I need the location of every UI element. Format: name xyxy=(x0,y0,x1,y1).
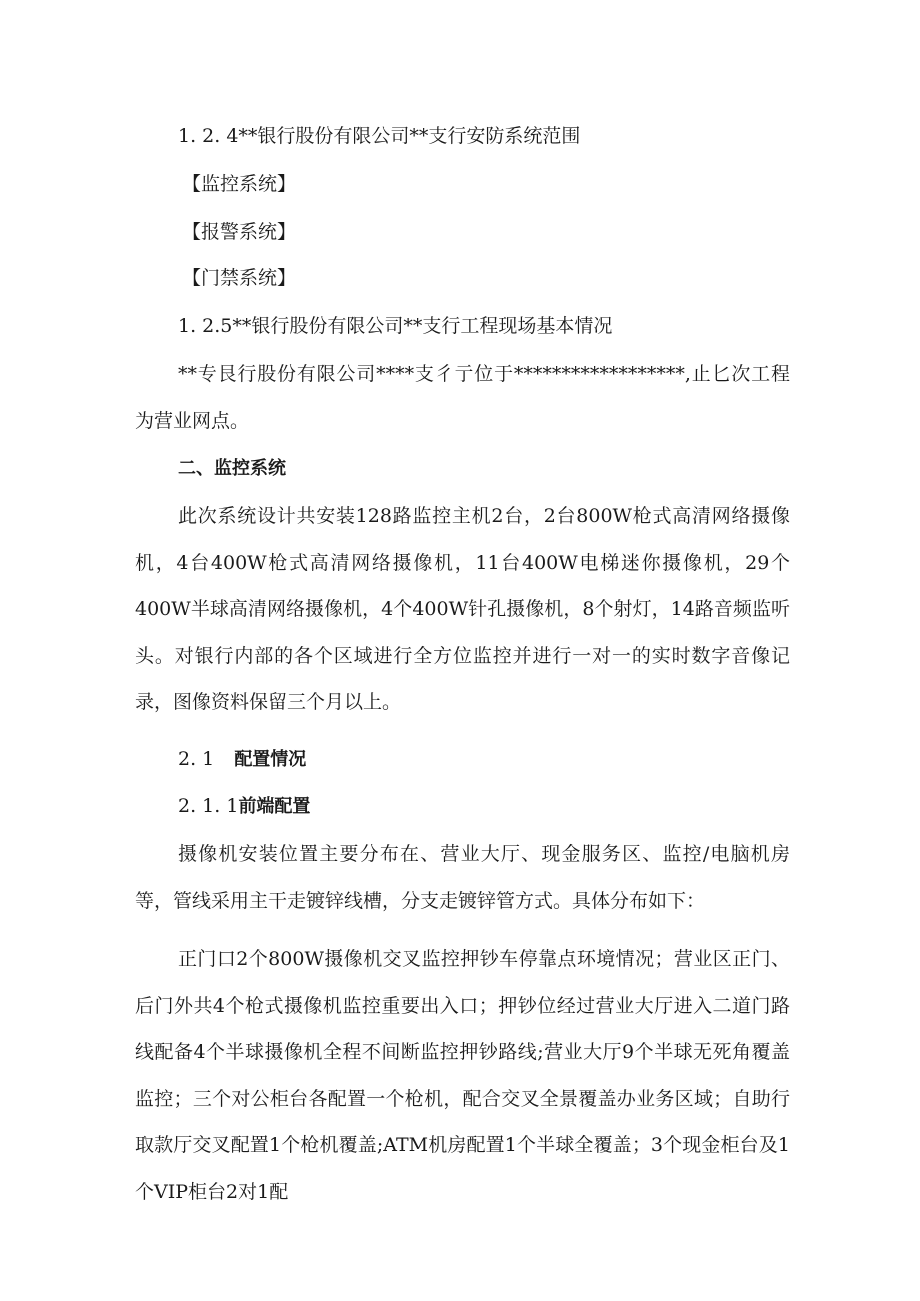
heading-1-2-5 xyxy=(178,314,612,338)
paragraph-system-design: 此次系统设计共安装128路监控主机2台，2台800W枪式高清网络摄像机，4台400W枪式高清网络摄像机，11台400W电梯迷你摄像机，29个400W半球高清网络摄像机，4个400W针孔摄像机，8个射灯，14路音频监听头。对银行内部的各个区域进行全方位监控并进行一对一的实时数字音像记录，图像资料保留三个月以上。 xyxy=(135,505,790,713)
list-item-access-control-system: 【门禁系统】 xyxy=(182,267,297,289)
heading-number: 2. 1 xyxy=(178,748,215,770)
paragraph-installation: 摄像机安装位置主要分布在、营业大厅、现金服务区、监控/电脑机房等，管线采用主干走镀锌线槽，分支走镀锌管方式。具体分布如下： xyxy=(135,843,790,912)
paragraph-site-location: **专艮行股份有限公司****支彳亍位于******************,止匕次工程为营业网点。 xyxy=(135,363,790,432)
heading-2-1 xyxy=(178,747,306,772)
heading-number: 2. 1. 1 xyxy=(178,795,239,817)
list-item-monitoring-system: 【监控系统】 xyxy=(182,173,297,195)
list-item-alarm-system: 【报警系统】 xyxy=(182,221,297,243)
heading-text: 1. 2.5**银行股份有限公司**支行工程现场基本情况 xyxy=(178,315,613,337)
heading-text: 1. 2. 4**银行股份有限公司**支行安防系统范围 xyxy=(178,125,581,147)
heading-2-1-1 xyxy=(178,794,310,819)
heading-title: 配置情况 xyxy=(234,749,307,770)
paragraph-camera-distribution: 正门口2个800W摄像机交叉监控押钞车停靠点环境情况；营业区正门、后门外共4个枪式摄像机监控重要出入口；押钞位经过营业大厅进入二道门路线配备4个半球摄像机全程不间断监控押钞路线;营业大厅9个半球无死角覆盖监控；三个对公柜台各配置一个枪机，配合交叉全景覆盖办业务区域；自助行取款厅交叉配置1个枪机覆盖;ATM机房配置1个半球全覆盖；3个现金柜台及1个VIP柜台2对1配 xyxy=(135,948,790,1203)
section-heading-monitoring: 二、监控系统 xyxy=(178,458,286,479)
heading-1-2-4 xyxy=(178,124,580,148)
heading-title: 前端配置 xyxy=(238,796,311,817)
